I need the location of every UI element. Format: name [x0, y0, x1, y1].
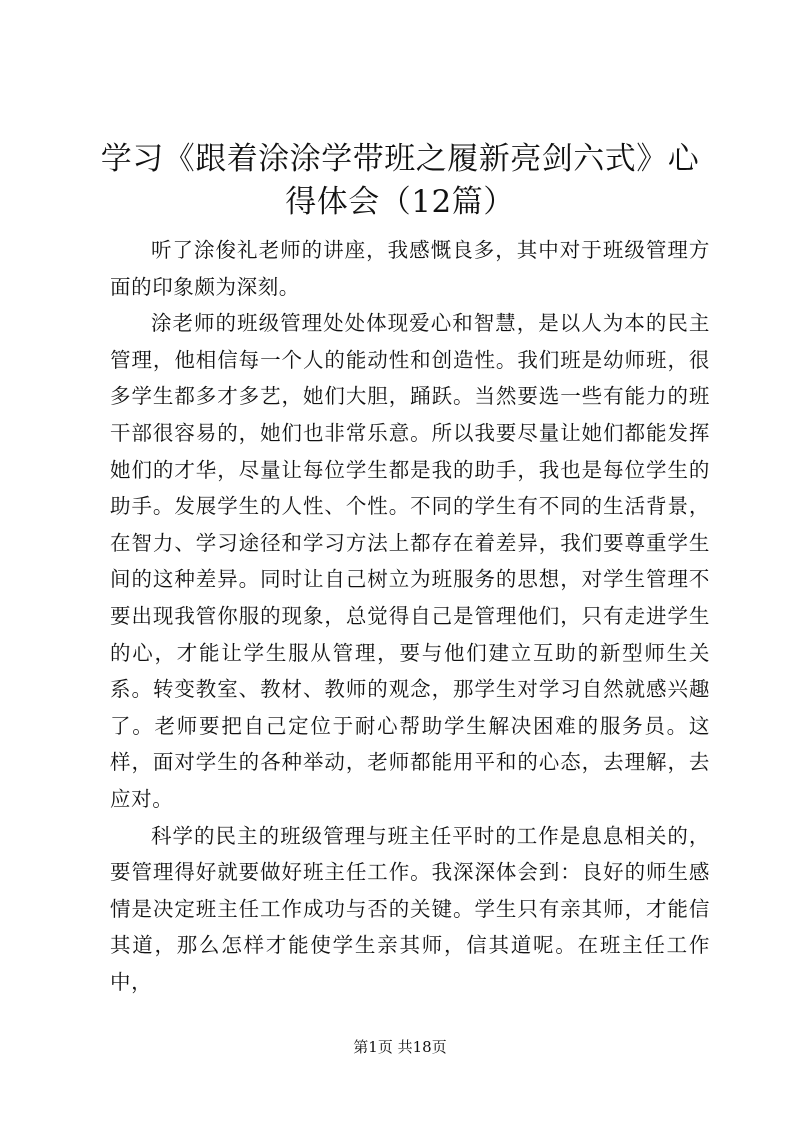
document-title: 学习《跟着涂涂学带班之履新亮剑六式》心得体会（12篇）	[100, 141, 700, 220]
paragraph-2: 涂老师的班级管理处处体现爱心和智慧，是以人为本的民主管理，他相信每一个人的能动性和创造性。我们班是幼师班，很多学生都多才多艺，她们大胆，踊跃。当然要选一些有能力的班干部很容易的，她们也非常乐意。所以我要尽量让她们都能发挥她们的才华，尽量让每位学生都是我的助手，我也是每位学生的助手。发展学生的人性、个性。不同的学生有不同的生活背景，在智力、学习途径和学习方法上都存在着差异，我们要尊重学生间的这种差异。同时让自己树立为班服务的思想，对学生管理不要出现我管你服的现象，总觉得自己是管理他们，只有走进学生的心，才能让学生服从管理，要与他们建立互助的新型师生关系。转变教室、教材、教师的观念，那学生对学习自然就感兴趣了。老师要把自己定位于耐心帮助学生解决困难的服务员。这样，面对学生的各种举动，老师都能用平和的心态，去理解，去应对。	[110, 311, 710, 811]
document-body	[110, 232, 710, 1000]
paragraph-3: 科学的民主的班级管理与班主任平时的工作是息息相关的，要管理得好就要做好班主任工作。我深深体会到：良好的师生感情是决定班主任工作成功与否的关键。学生只有亲其师，才能信其道，那么怎样才能使学生亲其师，信其道呢。在班主任工作中，	[110, 823, 710, 994]
paragraph-1: 听了涂俊礼老师的讲座，我感慨良多，其中对于班级管理方面的印象颇为深刻。	[110, 238, 710, 299]
page-footer: 第1页 共18页	[353, 1038, 447, 1056]
